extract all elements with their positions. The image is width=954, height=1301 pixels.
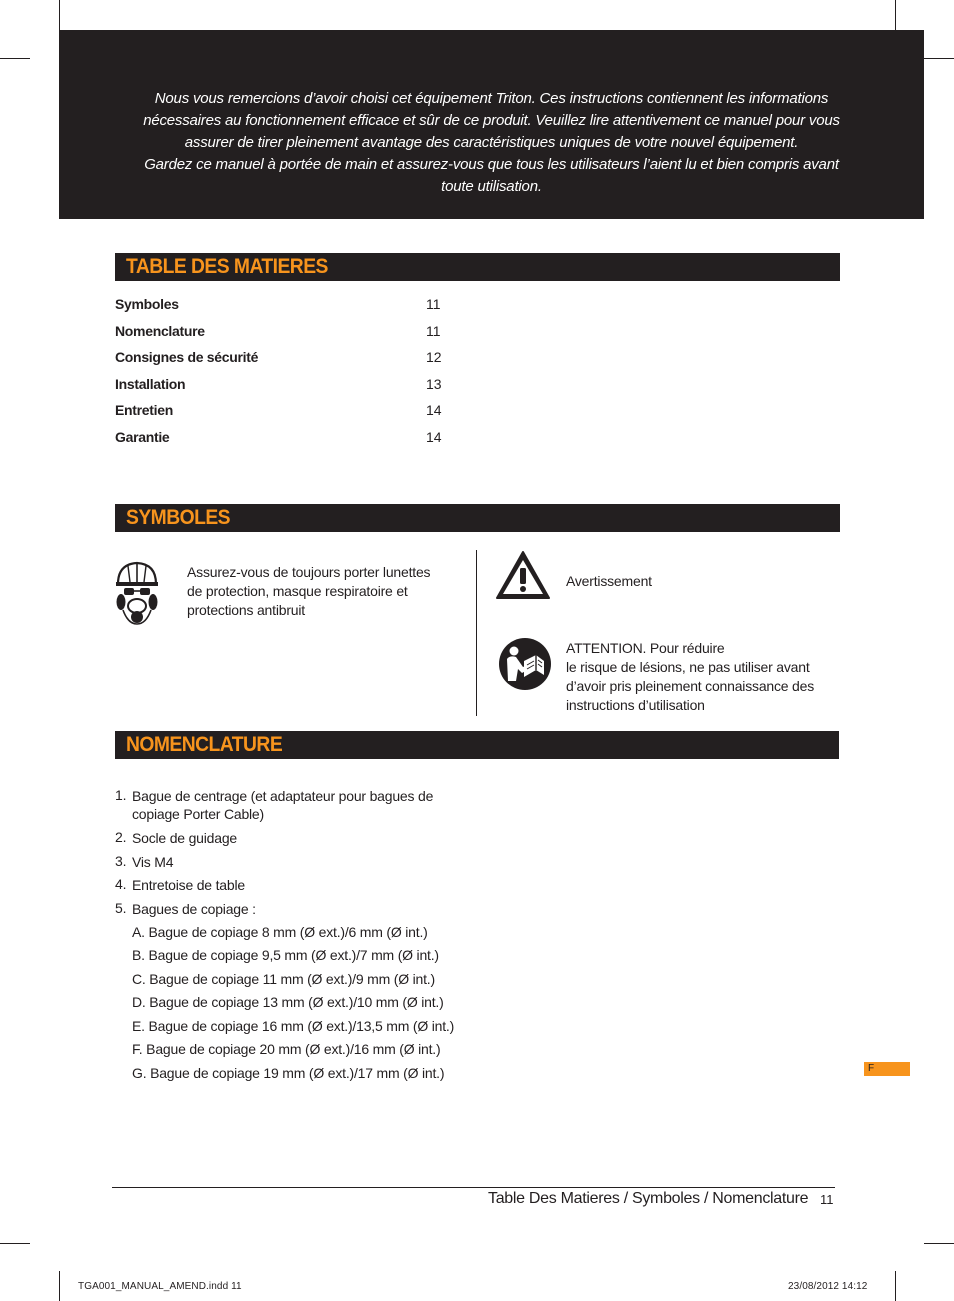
- item-number: 4.: [115, 876, 127, 892]
- section-title: SYMBOLES: [126, 506, 231, 529]
- item-text: [132, 787, 452, 823]
- toc-row: [115, 296, 445, 314]
- toc-page: 11: [426, 296, 441, 312]
- intro-paragraph: Nous vous remercions d’avoir choisi cet équipement Triton. Ces instructions contiennent les informations nécessaires au fonctionnement efficace et sûr de ce produit. Veuillez lire attentivement ce manuel pour vous assurer de tirer pleinement avantage des caractéristiques uniques de votre nouvel équipement.: [143, 90, 840, 151]
- language-tab-label: F: [868, 1063, 875, 1074]
- crop-mark: [59, 0, 60, 30]
- toc-page: 11: [426, 323, 441, 339]
- crop-mark: [924, 1243, 954, 1244]
- sub-item: D. Bague de copiage 13 mm (Ø ext.)/10 mm (Ø int.): [132, 994, 444, 1010]
- ppe-line: protections antibruit: [187, 602, 305, 618]
- footer-page-number: 11: [820, 1192, 834, 1207]
- manual-description: [566, 639, 836, 715]
- sub-item: B. Bague de copiage 9,5 mm (Ø ext.)/7 mm (Ø int.): [132, 947, 439, 963]
- item-number: 5.: [115, 900, 127, 916]
- item-line: Bague de centrage (et adaptateur pour bagues de: [132, 788, 434, 804]
- section-heading-nomenclature: [115, 731, 839, 759]
- crop-mark: [0, 58, 30, 59]
- ppe-line: de protection, masque respiratoire et: [187, 583, 408, 599]
- section-heading-toc: [115, 253, 840, 281]
- manual-line: d’avoir pris pleinement connaissance des: [566, 678, 815, 694]
- intro-paragraph: Gardez ce manuel à portée de main et assurez-vous que tous les utilisateurs l’aient lu et bien compris avant toute utilisation.: [144, 156, 839, 195]
- warning-triangle-icon: [495, 550, 551, 600]
- toc-row: [115, 323, 445, 341]
- section-title: TABLE DES MATIERES: [126, 255, 328, 278]
- item-text: Vis M4: [132, 854, 174, 870]
- toc-page: 13: [426, 376, 442, 392]
- sub-item: A. Bague de copiage 8 mm (Ø ext.)/6 mm (Ø int.): [132, 924, 428, 940]
- warning-label: Avertissement: [566, 573, 652, 589]
- crop-mark: [924, 58, 954, 59]
- sub-item: E. Bague de copiage 16 mm (Ø ext.)/13,5 mm (Ø int.): [132, 1018, 455, 1034]
- toc-row: [115, 402, 445, 420]
- toc-page: 14: [426, 402, 442, 418]
- footer-title: Table Des Matieres / Symboles / Nomenclature: [488, 1190, 809, 1207]
- crop-mark: [59, 1271, 60, 1301]
- crop-mark: [895, 0, 896, 30]
- ppe-description: [187, 563, 457, 620]
- manual-line: ATTENTION. Pour réduire: [566, 640, 725, 656]
- item-number: 1.: [115, 787, 127, 803]
- slug-file: TGA001_MANUAL_AMEND.indd 11: [78, 1281, 242, 1292]
- toc-label: Consignes de sécurité: [115, 349, 259, 365]
- section-title: NOMENCLATURE: [126, 733, 283, 756]
- item-line: copiage Porter Cable): [132, 806, 264, 822]
- column-divider: [476, 550, 477, 716]
- manual-line: instructions d’utilisation: [566, 697, 705, 713]
- item-text: Bagues de copiage :: [132, 901, 256, 917]
- toc-label: Installation: [115, 376, 186, 392]
- toc-label: Entretien: [115, 402, 173, 418]
- intro-text: [129, 88, 854, 198]
- toc-label: Symboles: [115, 296, 179, 312]
- item-text: Entretoise de table: [132, 877, 245, 893]
- toc-row: [115, 429, 445, 447]
- language-tab: [864, 1062, 910, 1076]
- toc-page: 12: [426, 349, 442, 365]
- ppe-head-icon: [114, 560, 160, 626]
- ppe-line: Assurez-vous de toujours porter lunettes: [187, 564, 431, 580]
- intro-box: [59, 30, 924, 219]
- toc-label: Garantie: [115, 429, 170, 445]
- manual-line: le risque de lésions, ne pas utiliser avant: [566, 659, 810, 675]
- item-text: Socle de guidage: [132, 830, 237, 846]
- toc-row: [115, 349, 445, 367]
- read-manual-icon: [498, 637, 552, 691]
- toc-row: [115, 376, 445, 394]
- crop-mark: [0, 1243, 30, 1244]
- sub-item: C. Bague de copiage 11 mm (Ø ext.)/9 mm (Ø int.): [132, 971, 435, 987]
- section-heading-symbols: [115, 504, 840, 532]
- toc-page: 14: [426, 429, 442, 445]
- footer-rule: [112, 1187, 835, 1188]
- toc-label: Nomenclature: [115, 323, 205, 339]
- sub-item: G. Bague de copiage 19 mm (Ø ext.)/17 mm (Ø int.): [132, 1065, 445, 1081]
- item-number: 3.: [115, 853, 127, 869]
- item-number: 2.: [115, 829, 127, 845]
- slug-date: 23/08/2012 14:12: [788, 1281, 868, 1292]
- sub-item: F. Bague de copiage 20 mm (Ø ext.)/16 mm (Ø int.): [132, 1041, 441, 1057]
- crop-mark: [895, 1271, 896, 1301]
